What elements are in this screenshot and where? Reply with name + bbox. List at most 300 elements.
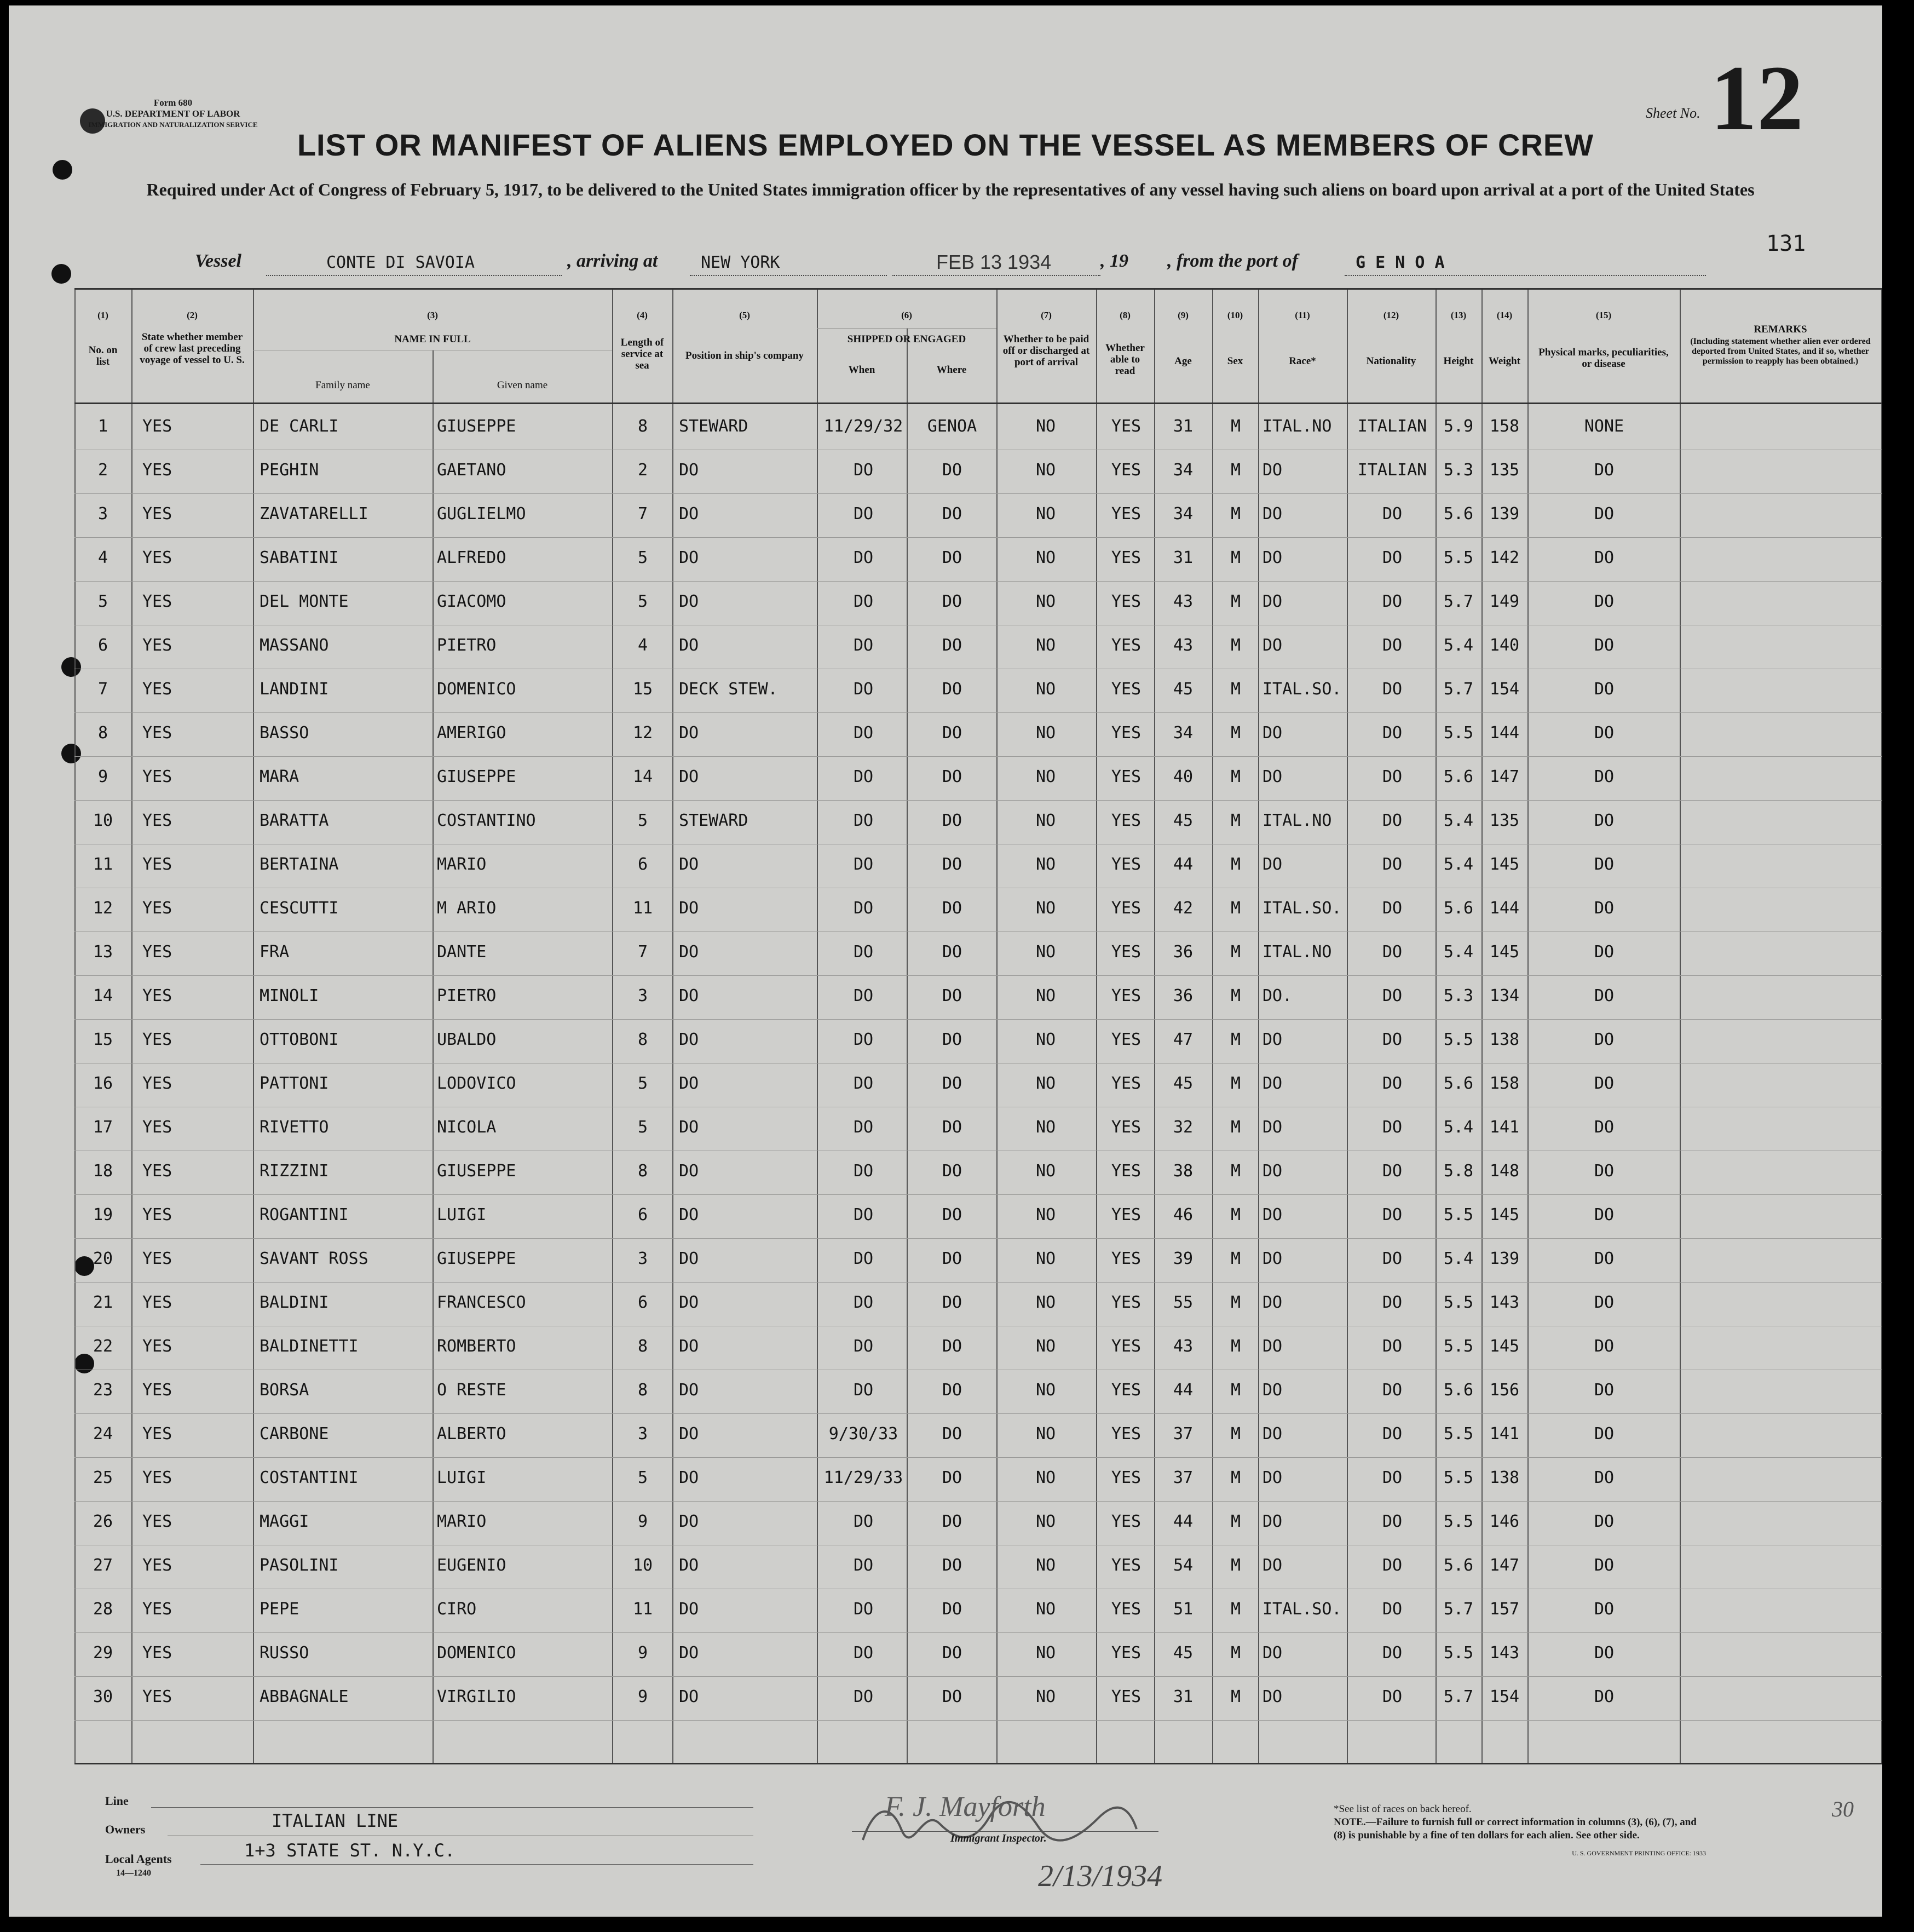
cell-height: 5.5 bbox=[1443, 1030, 1474, 1049]
cell-shipped-when: DO bbox=[853, 461, 874, 480]
cell-weight: 135 bbox=[1489, 811, 1520, 830]
cell-height: 5.6 bbox=[1443, 504, 1474, 524]
cell-sex: M bbox=[1230, 1643, 1241, 1663]
cell-paid-off: NO bbox=[1035, 636, 1056, 655]
cell-paid-off: NO bbox=[1035, 1249, 1056, 1268]
cell-row-number: 4 bbox=[97, 548, 108, 567]
table-row bbox=[74, 715, 1882, 758]
cell-shipped-when: DO bbox=[853, 592, 874, 611]
col-13-number: (13) bbox=[1450, 310, 1467, 320]
cell-prior-voyage: YES bbox=[142, 1162, 172, 1181]
cell-nationality: DO bbox=[1382, 1512, 1403, 1531]
cell-prior-voyage: YES bbox=[142, 767, 172, 786]
cell-weight: 144 bbox=[1489, 723, 1520, 743]
cell-nationality: DO bbox=[1382, 1643, 1403, 1663]
cell-race: DO bbox=[1262, 461, 1283, 480]
cell-family-name: PASOLINI bbox=[260, 1556, 339, 1575]
cell-sex: M bbox=[1230, 1030, 1241, 1049]
cell-nationality: DO bbox=[1382, 1687, 1403, 1706]
cell-age: 31 bbox=[1173, 1687, 1194, 1706]
cell-sex: M bbox=[1230, 592, 1241, 611]
table-row bbox=[74, 452, 1882, 496]
cell-service-length: 15 bbox=[632, 680, 653, 699]
cell-shipped-when: DO bbox=[853, 1556, 874, 1575]
punch-hole bbox=[53, 160, 72, 180]
col-15-header: Physical marks, peculiarities, or disease bbox=[1538, 347, 1669, 370]
cell-age: 34 bbox=[1173, 504, 1194, 524]
arriving-port-field bbox=[690, 251, 887, 276]
col-9-header: Age bbox=[1174, 355, 1192, 367]
cell-race: DO bbox=[1262, 504, 1283, 524]
cell-family-name: FRA bbox=[260, 942, 290, 962]
cell-paid-off: NO bbox=[1035, 767, 1056, 786]
cell-service-length: 9 bbox=[637, 1512, 648, 1531]
cell-position: STEWARD bbox=[679, 417, 748, 436]
cell-position: DO bbox=[679, 986, 699, 1005]
cell-paid-off: NO bbox=[1035, 1556, 1056, 1575]
cell-paid-off: NO bbox=[1035, 1600, 1056, 1619]
from-port-label: , from the port of bbox=[1167, 251, 1298, 271]
cell-nationality: DO bbox=[1382, 811, 1403, 830]
cell-shipped-where: DO bbox=[942, 1600, 962, 1619]
cell-nationality: DO bbox=[1382, 548, 1403, 567]
cell-sex: M bbox=[1230, 417, 1241, 436]
cell-service-length: 5 bbox=[637, 1468, 648, 1487]
cell-able-to-read: YES bbox=[1111, 1205, 1142, 1224]
vessel-name: CONTE DI SAVOIA bbox=[326, 253, 475, 272]
cell-paid-off: NO bbox=[1035, 1424, 1056, 1444]
cell-nationality: DO bbox=[1382, 1162, 1403, 1181]
cell-physical-marks: DO bbox=[1594, 899, 1615, 918]
cell-shipped-where: DO bbox=[942, 636, 962, 655]
cell-position: DO bbox=[679, 1030, 699, 1049]
cell-paid-off: NO bbox=[1035, 1468, 1056, 1487]
table-row bbox=[74, 1635, 1882, 1678]
cell-prior-voyage: YES bbox=[142, 461, 172, 480]
cell-nationality: DO bbox=[1382, 1118, 1403, 1137]
cell-sex: M bbox=[1230, 1424, 1241, 1444]
cell-given-name: GIUSEPPE bbox=[437, 1249, 516, 1268]
cell-shipped-where: DO bbox=[942, 680, 962, 699]
cell-weight: 139 bbox=[1489, 1249, 1520, 1268]
col-3-header: NAME IN FULL bbox=[394, 334, 471, 345]
cell-prior-voyage: YES bbox=[142, 899, 172, 918]
cell-prior-voyage: YES bbox=[142, 723, 172, 743]
cell-shipped-when: DO bbox=[853, 723, 874, 743]
cell-able-to-read: YES bbox=[1111, 811, 1142, 830]
table-row bbox=[74, 1503, 1882, 1547]
table-row bbox=[74, 627, 1882, 671]
cell-prior-voyage: YES bbox=[142, 636, 172, 655]
cell-row-number: 3 bbox=[97, 504, 108, 524]
cell-shipped-where: DO bbox=[942, 548, 962, 567]
col-13-header: Height bbox=[1443, 355, 1474, 367]
cell-height: 5.3 bbox=[1443, 461, 1474, 480]
cell-nationality: DO bbox=[1382, 1293, 1403, 1312]
cell-given-name: MARIO bbox=[437, 1512, 487, 1531]
cell-family-name: PEGHIN bbox=[260, 461, 319, 480]
cell-physical-marks: DO bbox=[1594, 1118, 1615, 1137]
col-2-header: State whether member of crew last preceding voyage of vessel to U. S. bbox=[140, 331, 245, 366]
cell-sex: M bbox=[1230, 1249, 1241, 1268]
cell-row-number: 2 bbox=[97, 461, 108, 480]
table-row bbox=[74, 890, 1882, 934]
year-label: , 19 bbox=[1100, 251, 1128, 271]
cell-able-to-read: YES bbox=[1111, 1600, 1142, 1619]
cell-shipped-when: DO bbox=[853, 899, 874, 918]
cell-physical-marks: DO bbox=[1594, 1424, 1615, 1444]
cell-race: DO bbox=[1262, 1293, 1283, 1312]
service-name: IMMIGRATION AND NATURALIZATION SERVICE bbox=[88, 120, 258, 129]
cell-weight: 140 bbox=[1489, 636, 1520, 655]
cell-age: 34 bbox=[1173, 723, 1194, 743]
col-5-header: Position in ship's company bbox=[685, 350, 804, 361]
cell-service-length: 7 bbox=[637, 942, 648, 962]
cell-shipped-where: DO bbox=[942, 767, 962, 786]
cell-position: DO bbox=[679, 504, 699, 524]
cell-weight: 149 bbox=[1489, 592, 1520, 611]
form-code: 14—1240 bbox=[116, 1868, 151, 1878]
cell-nationality: DO bbox=[1382, 1468, 1403, 1487]
cell-age: 54 bbox=[1173, 1556, 1194, 1575]
cell-shipped-where: DO bbox=[942, 855, 962, 874]
cell-paid-off: NO bbox=[1035, 592, 1056, 611]
cell-nationality: DO bbox=[1382, 986, 1403, 1005]
cell-nationality: DO bbox=[1382, 1600, 1403, 1619]
cell-paid-off: NO bbox=[1035, 723, 1056, 743]
cell-row-number: 23 bbox=[93, 1381, 113, 1400]
cell-physical-marks: DO bbox=[1594, 1293, 1615, 1312]
date-stamp: FEB 13 1934 bbox=[936, 251, 1052, 273]
cell-paid-off: NO bbox=[1035, 1512, 1056, 1531]
cell-height: 5.5 bbox=[1443, 1424, 1474, 1444]
cell-age: 38 bbox=[1173, 1162, 1194, 1181]
cell-age: 42 bbox=[1173, 899, 1194, 918]
cell-age: 45 bbox=[1173, 811, 1194, 830]
cell-nationality: DO bbox=[1382, 1337, 1403, 1356]
printer-imprint: U. S. GOVERNMENT PRINTING OFFICE: 1933 bbox=[1572, 1849, 1706, 1857]
table-row bbox=[74, 1416, 1882, 1459]
cell-able-to-read: YES bbox=[1111, 417, 1142, 436]
cell-race: DO bbox=[1262, 592, 1283, 611]
cell-physical-marks: DO bbox=[1594, 1249, 1615, 1268]
cell-weight: 141 bbox=[1489, 1424, 1520, 1444]
cell-weight: 145 bbox=[1489, 1205, 1520, 1224]
cell-weight: 145 bbox=[1489, 942, 1520, 962]
table-row bbox=[74, 758, 1882, 802]
cell-prior-voyage: YES bbox=[142, 417, 172, 436]
cell-weight: 141 bbox=[1489, 1118, 1520, 1137]
cell-row-number: 27 bbox=[93, 1556, 113, 1575]
cell-service-length: 9 bbox=[637, 1643, 648, 1663]
cell-position: DO bbox=[679, 1512, 699, 1531]
cell-shipped-where: DO bbox=[942, 1293, 962, 1312]
cell-physical-marks: DO bbox=[1594, 855, 1615, 874]
vessel-label: Vessel bbox=[195, 251, 241, 271]
cell-paid-off: NO bbox=[1035, 942, 1056, 962]
cell-age: 31 bbox=[1173, 417, 1194, 436]
cell-position: DO bbox=[679, 1556, 699, 1575]
cell-given-name: LUIGI bbox=[437, 1468, 487, 1487]
cell-position: DECK STEW. bbox=[679, 680, 778, 699]
cell-able-to-read: YES bbox=[1111, 1556, 1142, 1575]
cell-row-number: 12 bbox=[93, 899, 113, 918]
cell-nationality: DO bbox=[1382, 1205, 1403, 1224]
col-6-header: SHIPPED OR ENGAGED bbox=[847, 334, 966, 345]
cell-position: DO bbox=[679, 548, 699, 567]
cell-age: 39 bbox=[1173, 1249, 1194, 1268]
cell-row-number: 15 bbox=[93, 1030, 113, 1049]
cell-position: DO bbox=[679, 461, 699, 480]
cell-prior-voyage: YES bbox=[142, 1687, 172, 1706]
cell-physical-marks: DO bbox=[1594, 1162, 1615, 1181]
col-10-number: (10) bbox=[1227, 310, 1243, 320]
cell-shipped-when: DO bbox=[853, 548, 874, 567]
cell-physical-marks: DO bbox=[1594, 723, 1615, 743]
cell-row-number: 9 bbox=[97, 767, 108, 786]
cell-race: ITAL.SO. bbox=[1262, 1600, 1342, 1619]
cell-nationality: DO bbox=[1382, 723, 1403, 743]
cell-family-name: ZAVATARELLI bbox=[260, 504, 368, 524]
cell-shipped-where: DO bbox=[942, 811, 962, 830]
table-row bbox=[74, 496, 1882, 539]
cell-age: 47 bbox=[1173, 1030, 1194, 1049]
cell-service-length: 14 bbox=[632, 767, 653, 786]
cell-given-name: ALFREDO bbox=[437, 548, 506, 567]
cell-position: DO bbox=[679, 942, 699, 962]
col-11-header: Race* bbox=[1289, 355, 1316, 367]
cell-row-number: 1 bbox=[97, 417, 108, 436]
cell-given-name: LUIGI bbox=[437, 1205, 487, 1224]
cell-position: DO bbox=[679, 1600, 699, 1619]
cell-shipped-when: DO bbox=[853, 1512, 874, 1531]
cell-physical-marks: DO bbox=[1594, 1512, 1615, 1531]
cell-service-length: 11 bbox=[632, 899, 653, 918]
cell-prior-voyage: YES bbox=[142, 855, 172, 874]
cell-prior-voyage: YES bbox=[142, 986, 172, 1005]
cell-given-name: GIUSEPPE bbox=[437, 417, 516, 436]
cell-position: DO bbox=[679, 636, 699, 655]
cell-prior-voyage: YES bbox=[142, 1512, 172, 1531]
col-3-given-header: Given name bbox=[497, 380, 548, 391]
cell-able-to-read: YES bbox=[1111, 680, 1142, 699]
cell-family-name: MASSANO bbox=[260, 636, 329, 655]
cell-able-to-read: YES bbox=[1111, 504, 1142, 524]
cell-service-length: 5 bbox=[637, 1074, 648, 1093]
cell-shipped-where: DO bbox=[942, 461, 962, 480]
cell-paid-off: NO bbox=[1035, 986, 1056, 1005]
cell-prior-voyage: YES bbox=[142, 811, 172, 830]
cell-race: ITAL.NO bbox=[1262, 811, 1332, 830]
table-row bbox=[74, 583, 1882, 627]
cell-nationality: DO bbox=[1382, 592, 1403, 611]
cell-able-to-read: YES bbox=[1111, 723, 1142, 743]
cell-service-length: 4 bbox=[637, 636, 648, 655]
cell-prior-voyage: YES bbox=[142, 1556, 172, 1575]
cell-row-number: 7 bbox=[97, 680, 108, 699]
cell-given-name: COSTANTINO bbox=[437, 811, 536, 830]
cell-sex: M bbox=[1230, 1512, 1241, 1531]
cell-paid-off: NO bbox=[1035, 1030, 1056, 1049]
cell-given-name: UBALDO bbox=[437, 1030, 497, 1049]
cell-height: 5.4 bbox=[1443, 811, 1474, 830]
footnote-races: *See list of races on back hereof. bbox=[1334, 1803, 1472, 1815]
cell-race: ITAL.SO. bbox=[1262, 899, 1342, 918]
col-9-number: (9) bbox=[1178, 310, 1189, 320]
cell-paid-off: NO bbox=[1035, 680, 1056, 699]
cell-able-to-read: YES bbox=[1111, 942, 1142, 962]
cell-age: 44 bbox=[1173, 1381, 1194, 1400]
cell-race: DO bbox=[1262, 548, 1283, 567]
cell-row-number: 29 bbox=[93, 1643, 113, 1663]
cell-physical-marks: DO bbox=[1594, 1074, 1615, 1093]
cell-weight: 135 bbox=[1489, 461, 1520, 480]
cell-family-name: RIZZINI bbox=[260, 1162, 329, 1181]
cell-position: DO bbox=[679, 1381, 699, 1400]
cell-able-to-read: YES bbox=[1111, 1512, 1142, 1531]
table-row bbox=[74, 1284, 1882, 1328]
cell-weight: 139 bbox=[1489, 504, 1520, 524]
cell-height: 5.5 bbox=[1443, 1643, 1474, 1663]
cell-position: DO bbox=[679, 1074, 699, 1093]
cell-shipped-when: DO bbox=[853, 1381, 874, 1400]
cell-position: DO bbox=[679, 1162, 699, 1181]
cell-position: DO bbox=[679, 1468, 699, 1487]
cell-position: DO bbox=[679, 1687, 699, 1706]
cell-height: 5.7 bbox=[1443, 592, 1474, 611]
cell-physical-marks: DO bbox=[1594, 1468, 1615, 1487]
cell-given-name: GAETANO bbox=[437, 461, 506, 480]
cell-shipped-when: DO bbox=[853, 1249, 874, 1268]
cell-service-length: 9 bbox=[637, 1687, 648, 1706]
cell-sex: M bbox=[1230, 1381, 1241, 1400]
cell-service-length: 11 bbox=[632, 1600, 653, 1619]
cell-family-name: SABATINI bbox=[260, 548, 339, 567]
cell-given-name: GIUSEPPE bbox=[437, 1162, 516, 1181]
cell-shipped-where: DO bbox=[942, 1162, 962, 1181]
cell-age: 31 bbox=[1173, 548, 1194, 567]
cell-able-to-read: YES bbox=[1111, 548, 1142, 567]
cell-sex: M bbox=[1230, 1337, 1241, 1356]
cell-given-name: GIUSEPPE bbox=[437, 767, 516, 786]
cell-sex: M bbox=[1230, 1468, 1241, 1487]
cell-shipped-where: GENOA bbox=[927, 417, 977, 436]
cell-height: 5.5 bbox=[1443, 548, 1474, 567]
cell-given-name: FRANCESCO bbox=[437, 1293, 526, 1312]
cell-height: 5.6 bbox=[1443, 767, 1474, 786]
cell-paid-off: NO bbox=[1035, 1293, 1056, 1312]
cell-given-name: GIACOMO bbox=[437, 592, 506, 611]
cell-shipped-where: DO bbox=[942, 1337, 962, 1356]
cell-nationality: DO bbox=[1382, 1556, 1403, 1575]
cell-family-name: MINOLI bbox=[260, 986, 319, 1005]
cell-family-name: DEL MONTE bbox=[260, 592, 349, 611]
cell-shipped-when: 11/29/33 bbox=[823, 1468, 903, 1487]
cell-position: DO bbox=[679, 1249, 699, 1268]
cell-row-number: 28 bbox=[93, 1600, 113, 1619]
cell-weight: 142 bbox=[1489, 548, 1520, 567]
cell-physical-marks: DO bbox=[1594, 1205, 1615, 1224]
table-row bbox=[74, 671, 1882, 715]
cell-able-to-read: YES bbox=[1111, 855, 1142, 874]
cell-paid-off: NO bbox=[1035, 504, 1056, 524]
cell-shipped-when: DO bbox=[853, 811, 874, 830]
cell-height: 5.5 bbox=[1443, 1205, 1474, 1224]
cell-position: STEWARD bbox=[679, 811, 748, 830]
col-11-number: (11) bbox=[1295, 310, 1310, 320]
cell-nationality: DO bbox=[1382, 1030, 1403, 1049]
cell-able-to-read: YES bbox=[1111, 1118, 1142, 1137]
cell-family-name: MAGGI bbox=[260, 1512, 309, 1531]
table-row bbox=[74, 1678, 1882, 1722]
cell-weight: 154 bbox=[1489, 680, 1520, 699]
cell-able-to-read: YES bbox=[1111, 1643, 1142, 1663]
col-7-number: (7) bbox=[1041, 310, 1052, 320]
col-remarks-subheader: (Including statement whether alien ever ordered deported from United States, and if so, whether permission to reapply has been obtained.) bbox=[1690, 337, 1871, 366]
cell-row-number: 5 bbox=[97, 592, 108, 611]
cell-shipped-where: DO bbox=[942, 1512, 962, 1531]
cell-paid-off: NO bbox=[1035, 417, 1056, 436]
cell-nationality: DO bbox=[1382, 1249, 1403, 1268]
cell-weight: 144 bbox=[1489, 899, 1520, 918]
cell-given-name: ROMBERTO bbox=[437, 1337, 516, 1356]
cell-position: DO bbox=[679, 1118, 699, 1137]
cell-prior-voyage: YES bbox=[142, 1205, 172, 1224]
cell-sex: M bbox=[1230, 855, 1241, 874]
cell-position: DO bbox=[679, 855, 699, 874]
cell-weight: 143 bbox=[1489, 1643, 1520, 1663]
cell-physical-marks: DO bbox=[1594, 1687, 1615, 1706]
cell-nationality: DO bbox=[1382, 855, 1403, 874]
cell-service-length: 3 bbox=[637, 1424, 648, 1444]
cell-row-number: 24 bbox=[93, 1424, 113, 1444]
cell-shipped-where: DO bbox=[942, 1556, 962, 1575]
cell-shipped-where: DO bbox=[942, 1118, 962, 1137]
cell-given-name: DOMENICO bbox=[437, 680, 516, 699]
cell-given-name: EUGENIO bbox=[437, 1556, 506, 1575]
cell-prior-voyage: YES bbox=[142, 1249, 172, 1268]
cell-physical-marks: DO bbox=[1594, 636, 1615, 655]
cell-height: 5.4 bbox=[1443, 855, 1474, 874]
cell-position: DO bbox=[679, 767, 699, 786]
cell-prior-voyage: YES bbox=[142, 1468, 172, 1487]
cell-weight: 138 bbox=[1489, 1030, 1520, 1049]
cell-race: DO bbox=[1262, 1381, 1283, 1400]
cell-given-name: VIRGILIO bbox=[437, 1687, 516, 1706]
col-5-number: (5) bbox=[739, 310, 750, 320]
cell-race: DO bbox=[1262, 1512, 1283, 1531]
cell-age: 45 bbox=[1173, 680, 1194, 699]
cell-weight: 148 bbox=[1489, 1162, 1520, 1181]
cell-shipped-where: DO bbox=[942, 1381, 962, 1400]
cell-age: 43 bbox=[1173, 636, 1194, 655]
cell-physical-marks: DO bbox=[1594, 1030, 1615, 1049]
cell-given-name: O RESTE bbox=[437, 1381, 506, 1400]
cell-able-to-read: YES bbox=[1111, 1424, 1142, 1444]
handwritten-date: 2/13/1934 bbox=[1038, 1859, 1163, 1893]
cell-physical-marks: DO bbox=[1594, 1337, 1615, 1356]
table-row bbox=[74, 408, 1882, 452]
cell-prior-voyage: YES bbox=[142, 1381, 172, 1400]
cell-race: DO bbox=[1262, 1468, 1283, 1487]
cell-race: DO bbox=[1262, 1687, 1283, 1706]
cell-able-to-read: YES bbox=[1111, 636, 1142, 655]
sheet-label: Sheet No. bbox=[1646, 105, 1700, 121]
cell-physical-marks: DO bbox=[1594, 767, 1615, 786]
cell-family-name: DE CARLI bbox=[260, 417, 339, 436]
cell-shipped-when: DO bbox=[853, 1600, 874, 1619]
cell-service-length: 6 bbox=[637, 1205, 648, 1224]
